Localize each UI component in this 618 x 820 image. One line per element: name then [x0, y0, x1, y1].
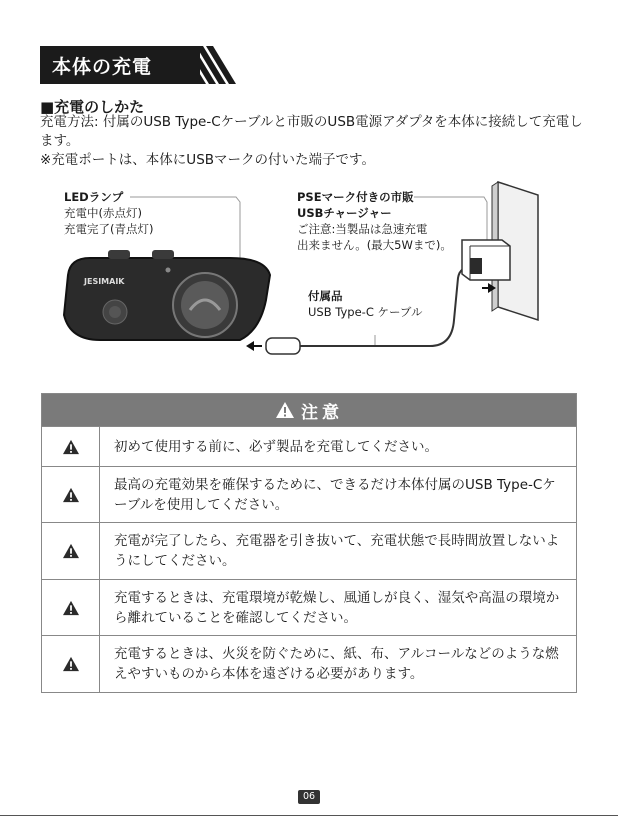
cable-label [308, 288, 422, 320]
charger-label [297, 189, 452, 253]
caution-row [42, 426, 576, 466]
cable-text: USB Type-C ケーブル [308, 305, 423, 319]
led-complete-text: 充電完了(青点灯) [64, 222, 154, 236]
page-title: 本体の充電 [52, 56, 153, 78]
led-title: LEDランプ [64, 190, 124, 204]
warning-icon [62, 487, 80, 503]
caution-text: 初めて使用する前に、必ず製品を充電してください。 [114, 438, 438, 455]
warning-icon [62, 439, 80, 455]
warning-icon [62, 543, 80, 559]
bottom-divider [0, 815, 618, 816]
charger-title-1: PSEマーク付きの市販 [297, 190, 414, 204]
charging-diagram [40, 180, 580, 375]
svg-text:JESIMAIK: JESIMAIK [84, 277, 125, 286]
caution-row [42, 522, 576, 579]
caution-header [42, 394, 576, 426]
warning-icon [275, 401, 295, 419]
caution-title: 注意 [301, 402, 343, 423]
charging-method-text: 充電方法: 付属のUSB Type-Cケーブルと市販のUSB電源アダプタを本体に接続して充電します。 [40, 114, 583, 149]
cable-title: 付属品 [308, 289, 343, 303]
led-label [64, 189, 153, 237]
caution-text: 充電するときは、充電環境が乾燥し、風通しが良く、湿気や高温の環境から離れていることを確認してください。 [114, 589, 560, 626]
warning-icon [62, 656, 80, 672]
caution-text: 充電が完了したら、充電器を引き抜いて、充電状態で長時間放置しないようにしてください。 [114, 533, 560, 569]
caution-row [42, 579, 576, 635]
caution-text: 最高の充電効果を確保するために、できるだけ本体付属のUSB Type-Cケーブルを使用してください。 [114, 476, 556, 513]
caution-table [41, 393, 577, 693]
caution-row [42, 466, 576, 522]
title-stripes-decoration [176, 46, 236, 84]
section-heading: ■充電のしかた [40, 98, 145, 116]
charger-note-2: 出来ません。(最大5Wまで)。 [297, 238, 452, 252]
caution-text: 充電するときは、火災を防ぐために、紙、布、アルコールなどのような燃えやすいものから本体を遠ざける必要があります。 [114, 646, 559, 682]
charger-note-1: ご注意:当製品は急速充電 [297, 222, 428, 236]
led-charging-text: 充電中(赤点灯) [64, 206, 142, 220]
page-number: 06 [298, 790, 320, 804]
caution-row [42, 635, 576, 692]
charger-title-2: USBチャージャー [297, 206, 392, 220]
charging-port-note: ※充電ポートは、本体にUSBマークの付いた端子です。 [40, 152, 375, 168]
warning-icon [62, 600, 80, 616]
